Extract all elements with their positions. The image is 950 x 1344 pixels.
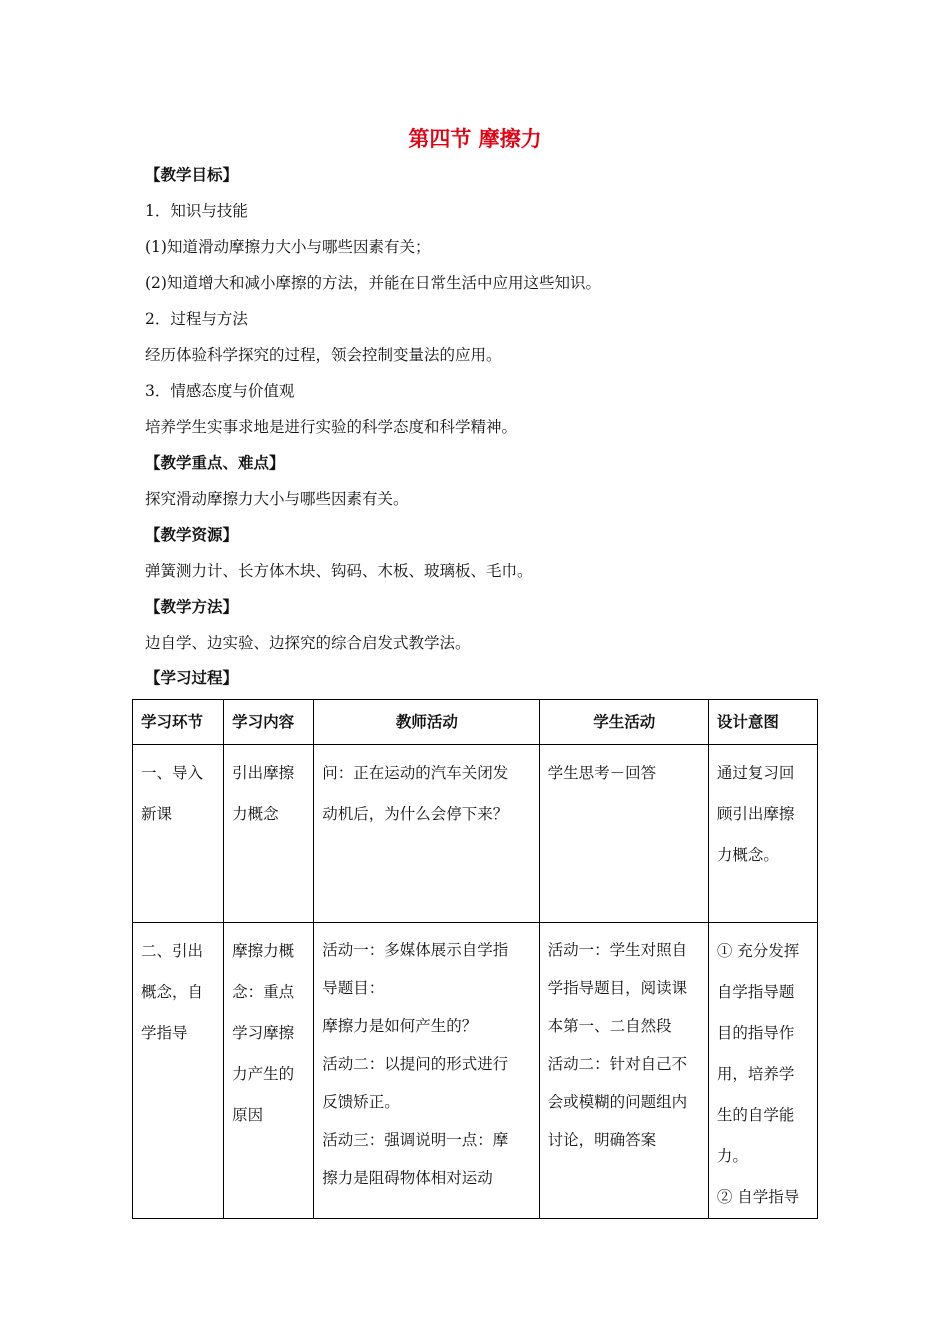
objective-2-heading: 2．过程与方法 [145,310,248,328]
table-cell: ① 充分发挥 自学指导题 目的指导作 用，培养学 生的自学能 力。 ② 自学指导 [708,923,817,1219]
table-cell: 二、引出 概念，自 学指导 [133,923,224,1219]
table-cell: 活动一：学生对照自 学指导题目，阅读课 本第一、二自然段 活动二：针对自己不 会或模糊的问题组内 讨论，明确答案 [539,923,708,1219]
table-cell: 一、导入 新课 [133,745,224,923]
page-title: 第四节 摩擦力 [408,127,542,151]
header-design-intent: 设计意图 [708,700,817,745]
resources-text: 弹簧测力计、长方体木块、钩码、木板、玻璃板、毛巾。 [145,562,533,580]
objective-1-item-1: (1)知道滑动摩擦力大小与哪些因素有关； [145,238,431,256]
table-cell: 引出摩擦 力概念 [224,745,314,923]
section-heading-objectives: 【教学目标】 [145,166,239,184]
objective-1-item-2: (2)知道增大和减小摩擦的方法，并能在日常生活中应用这些知识。 [145,274,601,292]
section-heading-key-points: 【教学重点、难点】 [145,454,285,472]
table-row [133,923,818,1219]
header-student-activity: 学生活动 [539,700,708,745]
table-cell: 通过复习回 顾引出摩擦 力概念。 [708,745,817,923]
header-content: 学习内容 [224,700,314,745]
section-heading-process: 【学习过程】 [145,669,239,687]
header-teacher-activity: 教师活动 [314,700,539,745]
learning-process-table [132,699,818,1219]
table-header-row [133,700,818,745]
section-heading-methods: 【教学方法】 [145,598,239,616]
objective-3-text: 培养学生实事求地是进行实验的科学态度和科学精神。 [145,418,518,436]
objective-2-text: 经历体验科学探究的过程，领会控制变量法的应用。 [145,346,502,364]
table-cell: 问：正在运动的汽车关闭发 动机后，为什么会停下来？ [314,745,539,923]
section-heading-resources: 【教学资源】 [145,526,239,544]
table-cell: 摩擦力概 念：重点 学习摩擦 力产生的 原因 [224,923,314,1219]
objective-3-heading: 3．情感态度与价值观 [145,382,295,400]
header-stage: 学习环节 [133,700,224,745]
methods-text: 边自学、边实验、边探究的综合启发式教学法。 [145,634,471,652]
table-row [133,745,818,923]
table-cell: 学生思考－回答 [539,745,708,923]
table-cell: 活动一：多媒体展示自学指 导题目： 摩擦力是如何产生的？ 活动二：以提问的形式进行 反馈矫正。 活动三：强调说明一点：摩 擦力是阻碍物体相对运动 [314,923,539,1219]
objective-1-heading: 1．知识与技能 [145,202,248,220]
key-points-text: 探究滑动摩擦力大小与哪些因素有关。 [145,490,409,508]
